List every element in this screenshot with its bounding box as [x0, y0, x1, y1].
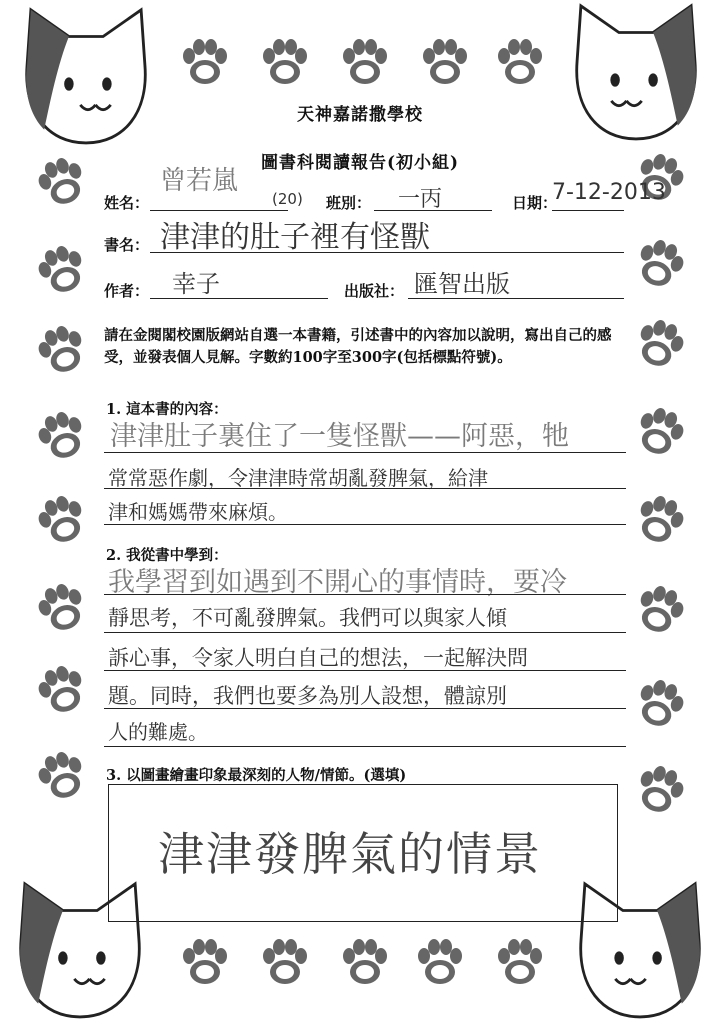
paw-icon [632, 675, 689, 732]
section1-label: 1. 這本書的內容： [106, 401, 228, 418]
ruled-line [104, 488, 626, 489]
section1-line-3: 津和媽媽帶來麻煩。 [108, 500, 288, 524]
paw-icon [498, 939, 542, 984]
author-line [150, 298, 328, 299]
section1-line-1: 津津肚子裏住了一隻怪獸——阿惡，牠 [110, 421, 569, 452]
date-value: 7-12-2013 [552, 180, 666, 205]
section3-label: 3. 以圖畫繪畫印象最深刻的人物/情節。(選填) [106, 767, 407, 784]
ruled-line [104, 594, 626, 595]
paw-icon [632, 581, 689, 638]
drawing-text: 津津發脾氣的情景 [158, 827, 542, 881]
author-label: 作者： [104, 282, 150, 300]
school-name: 天神嘉諾撒學校 [297, 105, 423, 125]
date-line [552, 210, 624, 211]
paw-icon [632, 235, 689, 292]
report-title: 圖書科閱讀報告(初小組) [260, 153, 460, 173]
paw-icon [632, 491, 689, 548]
paw-icon [33, 661, 90, 718]
publisher-line [408, 298, 624, 299]
paw-icon [498, 39, 542, 84]
paw-icon [33, 579, 90, 636]
paw-icon [263, 939, 307, 984]
section2-line-3: 訴心事，令家人明白自己的想法，一起解決問 [108, 646, 528, 670]
class-label: 班別： [326, 194, 372, 212]
class-line [374, 210, 492, 211]
paw-icon [423, 39, 467, 84]
paw-icon [33, 747, 90, 804]
class-number: (20) [272, 190, 303, 208]
class-value: 一丙 [398, 187, 443, 212]
ruled-line [104, 708, 626, 709]
ruled-line [104, 746, 626, 747]
section2-line-2: 靜思考，不可亂發脾氣。我們可以與家人傾 [108, 606, 507, 630]
paw-icon [632, 315, 689, 372]
publisher-label: 出版社： [344, 282, 405, 300]
section2-line-5: 人的難處。 [108, 720, 208, 744]
author-value: 幸子 [172, 270, 220, 298]
name-value: 曾若嵐 [160, 166, 239, 196]
paw-icon [632, 403, 689, 460]
book-line [150, 252, 624, 253]
paw-icon [183, 939, 227, 984]
ruled-line [104, 452, 626, 453]
paw-icon [33, 241, 90, 298]
name-label: 姓名： [104, 194, 150, 212]
paw-icon [33, 321, 90, 378]
section2-label: 2. 我從書中學到： [106, 547, 228, 564]
instructions: 請在金閱閣校園版網站自選一本書籍，引述書中的內容加以說明，寫出自己的感受，並發表個人見解。字數約100字至300字(包括標點符號)。 [104, 327, 612, 366]
name-line [150, 210, 288, 211]
paw-icon [632, 761, 689, 818]
section2-line-1: 我學習到如遇到不開心的事情時，要冷 [108, 567, 567, 598]
paw-icon [343, 939, 387, 984]
paw-icon [343, 39, 387, 84]
section2-line-4: 題。同時，我們也要多為別人設想，體諒別 [108, 684, 507, 708]
paw-icon [263, 39, 307, 84]
ruled-line [104, 632, 626, 633]
book-value: 津津的肚子裡有怪獸 [160, 220, 430, 255]
paw-icon [33, 491, 90, 548]
paw-icon [418, 939, 462, 984]
date-label: 日期： [512, 194, 558, 212]
ruled-line [104, 670, 626, 671]
paw-icon [183, 39, 227, 84]
book-label: 書名： [104, 236, 150, 254]
section1-line-2: 常常惡作劇，令津津時常胡亂發脾氣，給津 [108, 466, 488, 490]
publisher-value: 匯智出版 [414, 270, 510, 298]
paw-icon [33, 407, 90, 464]
ruled-line [104, 524, 626, 525]
